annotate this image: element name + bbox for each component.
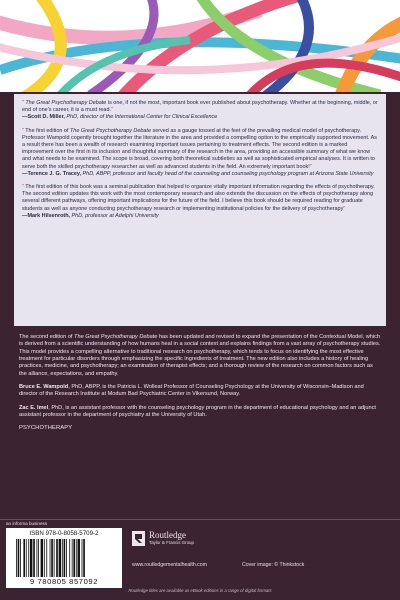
description-paragraph: The second edition of The Great Psychotherapy Debate has been updated and revised to expand the presentation of the Contextual Model, which is derived from a scientific understanding of how humans heal in a social context and explains findings from a vast array of psychotherapy studies. This model provides a compelling alternative to traditional research on psychotherapy, which tends to focus on identifying the most effective treatment for particular disorders through emphasizing the specific ingredients of treatment. The new edition also includes a history of healing practices, medicine, and psychotherapy; an examination of therapist effects; and a thorough review of the research on common factors such as the alliance, expectations, and empathy.: [19, 334, 381, 377]
barcode-bars: [16, 539, 112, 577]
publisher-block: [132, 531, 194, 546]
endorsements-panel: [14, 94, 386, 326]
publisher-subtitle: Taylor & Francis Group: [149, 540, 194, 545]
isbn-barcode: [6, 528, 122, 588]
routledge-logo-icon: [132, 531, 145, 546]
publisher-name: Routledge: [149, 530, 186, 540]
author-bio: Zac E. Imel, PhD, is an assistant professor with the counseling psychology program in the department of educational psychology and an adjunct assistant professor in the department of psychiatry at the University of Utah.: [19, 404, 376, 419]
ebook-note: Routledge titles are available as eBook editions in a range of digital formats: [128, 588, 272, 593]
endorsement-author: —Terence J. G. Tracey, PhD, ABPP, professor and faculty head of the counseling and counseling psychology program at Arizona State University: [22, 170, 374, 177]
footer-divider: [0, 519, 400, 520]
endorsement-quote: “ The first edition of this book was a seminal publication that helped to organize vitally important information regarding the effects of psychotherapy. The second edition updates this work with the most contemporary research and also extends the discussion on the effects of psychotherapy along several different pathways, offering important implications for the future of the field. I believe this book should be required reading for graduate students as well as anyone conducting psychotherapy research or implementing institutional policies for the delivery of psychotherapy” —Mark Hilsenroth, PhD, professor at Adelphi University: [22, 184, 378, 220]
endorsement-author: —Mark Hilsenroth, PhD, professor at Adelphi University: [22, 212, 159, 219]
isbn-label: ISBN 978-0-8058-5709-2: [29, 530, 99, 537]
barcode-digits: 9 780805 857092: [29, 577, 99, 586]
endorsement-quote: “ The Great Psychotherapy Debate is one, if not the most, important book ever published about psychotherapy. Whether at the beginning, middle, or end of one's career, it is a must read.” —Scott D. Miller, PhD, director of the International Center for Clinical Excellence: [22, 100, 378, 121]
endorsement-author: —Scott D. Miller, PhD, director of the International Center for Clinical Excellence: [22, 114, 218, 121]
publisher-website: www.routledgementalhealth.com: [132, 562, 207, 568]
subject-category: PSYCHOTHERAPY: [19, 425, 73, 432]
cover-art-image: [0, 0, 400, 92]
cover-credit: Cover image: © Thinkstock: [242, 562, 305, 568]
informa-label: an informa business: [6, 521, 48, 526]
endorsement-quote: “ The first edition of The Great Psychotherapy Debate served as a gauge tossed at the feet of the prevailing medical model of psychotherapy. Professor Wampold cogently brought together the literature in the area and provided a compelling option to the empirically supported movement. As a result there has been a wealth of research examining important issues pertaining to treatment effects. The second edition is a marked improvement over the first in its inclusion and thoughtful summary of the research in the area, providing an accessible summary of what we know and what needs to be examined. The scope is broad, covering both theoretical subtleties as well as sophisticated empirical analyses. It is written to serve both the skilled psychotherapy researcher as well as advanced students in the field. An extremely important book!” —Terence J. G. Tracey, PhD, ABPP, professor and faculty head of the counseling and counseling psychology program at Arizona State University: [22, 127, 377, 177]
book-description: [19, 334, 381, 439]
author-bio: Bruce E. Wampold, PhD, ABPP, is the Patricia L. Wolleat Professor of Counseling Psychology at the University of Wisconsin–Madison and director of the Research Institute at Modum Bad Psychiatric Center in Vikersund, Norway.: [19, 384, 364, 398]
